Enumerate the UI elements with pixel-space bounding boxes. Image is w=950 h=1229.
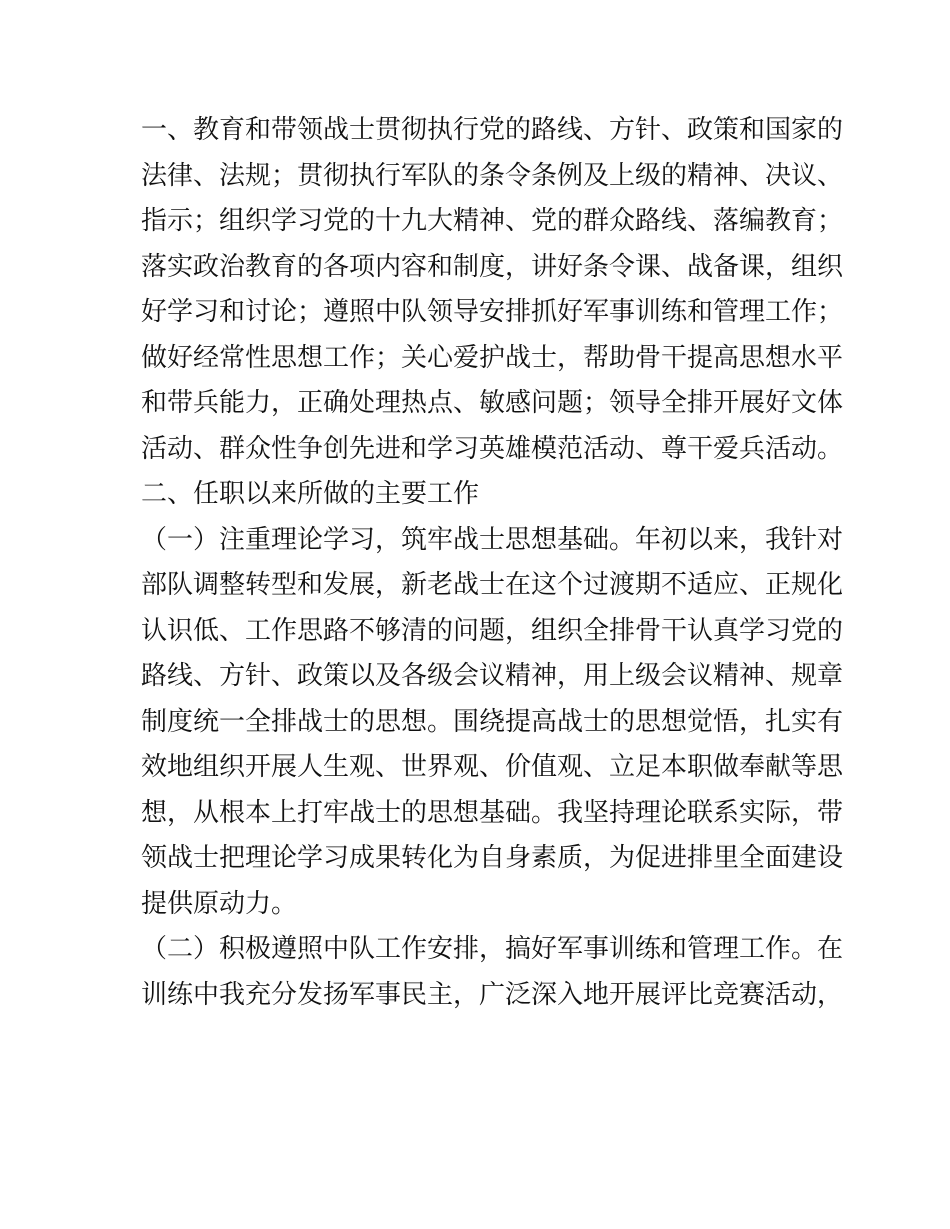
text-line: 提供原动力。: [141, 888, 298, 919]
section-2-heading: 二、任职以来所做的主要工作: [141, 479, 480, 509]
paragraph-theory-study: [141, 518, 844, 928]
text-line: 做好经常性思想工作；关心爱护战士，帮助骨干提高思想水平: [141, 342, 844, 373]
text-line: 活动、群众性争创先进和学习英雄模范活动、尊干爱兵活动。: [141, 433, 844, 464]
text-line: 落实政治教育的各项内容和制度，讲好条令课、战备课，组织: [141, 251, 844, 282]
section-1-duties: [141, 108, 844, 472]
text-line: 制度统一全排战士的思想。围绕提高战士的思想觉悟，扎实有: [141, 706, 844, 737]
paragraph-military-training: [141, 927, 844, 1018]
text-line: （一）注重理论学习，筑牢战士思想基础。年初以来，我针对: [141, 524, 844, 555]
text-line: 和带兵能力，正确处理热点、敏感问题；领导全排开展好文体: [141, 388, 844, 418]
text-line: 法律、法规；贯彻执行军队的条令条例及上级的精神、决议、: [141, 160, 844, 191]
text-line: （二）积极遵照中队工作安排，搞好军事训练和管理工作。在: [141, 934, 844, 964]
text-line: 效地组织开展人生观、世界观、价值观、立足本职做奉献等思: [141, 752, 844, 782]
text-line: 路线、方针、政策以及各级会议精神，用上级会议精神、规章: [141, 661, 844, 691]
text-line: 想，从根本上打牢战士的思想基础。我坚持理论联系实际，带: [141, 797, 844, 828]
text-line: 一、教育和带领战士贯彻执行党的路线、方针、政策和国家的: [141, 115, 844, 145]
document-body: [141, 108, 844, 1018]
text-line: 认识低、工作思路不够清的问题，组织全排骨干认真学习党的: [141, 615, 844, 646]
text-line: 训练中我充分发扬军事民主，广泛深入地开展评比竞赛活动，: [141, 979, 844, 1010]
text-line: 领战士把理论学习成果转化为自身素质，为促进排里全面建设: [141, 843, 844, 873]
text-line: 指示；组织学习党的十九大精神、党的群众路线、落编教育；: [141, 206, 844, 236]
text-line: 好学习和讨论；遵照中队领导安排抓好军事训练和管理工作；: [141, 297, 844, 327]
text-line: 部队调整转型和发展，新老战士在这个过渡期不适应、正规化: [141, 570, 844, 600]
